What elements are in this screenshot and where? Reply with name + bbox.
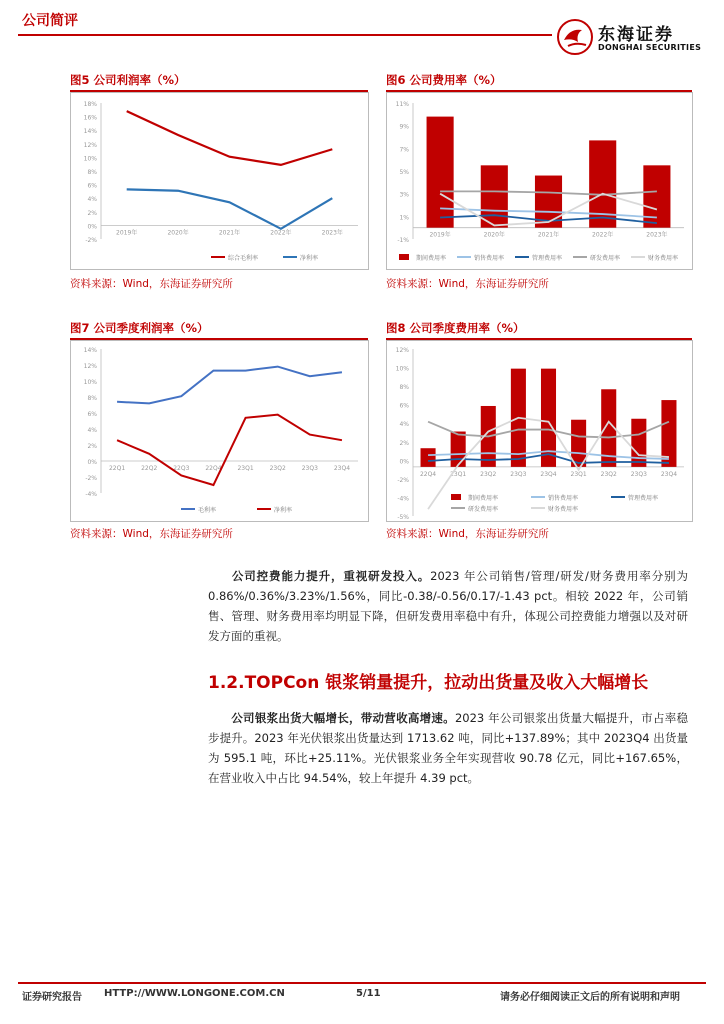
paragraph-shipments-lead: 公司银浆出货大幅增长，带动营收高增速。: [231, 711, 455, 725]
fig8-title: 图8 公司季度费用率（%）: [386, 321, 525, 335]
y-tick-label: 14%: [83, 128, 97, 136]
x-tick-label: 2022年: [592, 231, 614, 239]
legend-label: 期间费用率: [468, 495, 499, 502]
fig7-chart-box: [70, 340, 369, 522]
legend-label: 销售费用率: [548, 495, 579, 502]
legend-label: 研发费用率: [590, 255, 621, 262]
series-line: [117, 367, 342, 404]
legend-label: 管理费用率: [628, 495, 659, 502]
y-tick-label: -2%: [397, 476, 409, 484]
fig6-source: 资料来源：Wind，东海证券研究所: [386, 278, 549, 290]
fig6-chart-box: [386, 92, 693, 270]
y-tick-label: -4%: [85, 491, 97, 498]
x-tick-label: 22Q4: [205, 465, 222, 472]
x-tick-label: 2023年: [646, 231, 668, 239]
fig5-source: 资料来源：Wind，东海证券研究所: [70, 278, 233, 290]
bar: [421, 448, 436, 467]
series-line: [127, 189, 333, 228]
y-tick-label: 2%: [399, 439, 409, 447]
x-tick-label: 2019年: [429, 231, 451, 239]
fig6-title: 图6 公司费用率（%）: [386, 73, 502, 87]
y-tick-label: 1%: [399, 214, 409, 222]
legend-label: 研发费用率: [468, 506, 499, 513]
y-tick-label: 14%: [83, 347, 97, 354]
x-tick-label: 23Q1: [450, 470, 467, 478]
bar: [427, 117, 454, 228]
x-tick-label: 2023年: [321, 229, 343, 237]
x-tick-label: 23Q2: [480, 470, 497, 478]
x-tick-label: 23Q3: [510, 470, 527, 478]
x-tick-label: 23Q3: [301, 465, 318, 472]
legend-label: 毛利率: [198, 507, 217, 514]
x-tick-label: 23Q1: [237, 465, 254, 472]
y-tick-label: 12%: [83, 141, 97, 149]
y-tick-label: 8%: [399, 384, 409, 392]
x-tick-label: 22Q4: [419, 470, 437, 478]
legend-label: 综合毛利率: [228, 255, 259, 262]
fig7-title: 图7 公司季度利润率（%）: [70, 321, 209, 335]
footer-disclaimer: 请务必仔细阅读正文后的所有说明和声明: [500, 992, 680, 1003]
y-tick-label: 3%: [399, 191, 409, 199]
legend-swatch: [451, 494, 461, 500]
y-tick-label: 4%: [87, 427, 97, 434]
paragraph-expense-lead: 公司控费能力提升，重视研发投入。: [231, 569, 431, 583]
fig8-source: 资料来源：Wind，东海证券研究所: [386, 528, 549, 540]
legend-swatch: [399, 254, 409, 260]
x-tick-label: 23Q2: [600, 470, 617, 478]
fig5-title: 图5 公司利润率（%）: [70, 73, 186, 87]
y-tick-label: 6%: [399, 402, 409, 410]
fig7-source: 资料来源：Wind，东海证券研究所: [70, 528, 233, 540]
x-tick-label: 23Q2: [269, 465, 286, 472]
y-tick-label: 18%: [83, 101, 97, 108]
y-tick-label: -2%: [85, 475, 97, 482]
y-tick-label: 0%: [87, 223, 97, 231]
fig6-chart: [387, 93, 692, 269]
series-line: [117, 415, 342, 485]
x-tick-label: 2021年: [218, 229, 241, 237]
y-tick-label: -2%: [85, 237, 97, 244]
legend-label: 净利率: [274, 507, 293, 514]
paragraph-shipments-body: 2023 年公司银浆出货量大幅提升，市占率稳步提升。2023 年光伏银浆出货量达到 1713.62 吨，同比+137.89%；其中 2023Q4 出货量为 595.1 吨，环比+25.11%。光伏银浆业务全年实现营收 90.78 亿元，同比+167.65%，在营业收入中占比 94.54%，较上年提升 4.39 pct。: [208, 711, 689, 785]
legend-label: 管理费用率: [532, 255, 563, 262]
y-tick-label: 6%: [87, 411, 97, 418]
x-tick-label: 22Q1: [108, 465, 126, 472]
x-tick-label: 22Q2: [141, 465, 158, 472]
footer-url[interactable]: HTTP://WWW.LONGONE.COM.CN: [104, 988, 285, 999]
y-tick-label: -4%: [397, 495, 409, 503]
logo-icon: [556, 18, 594, 56]
y-tick-label: 8%: [87, 395, 97, 402]
fig8-chart-box: [386, 340, 693, 522]
y-tick-label: 11%: [395, 101, 409, 108]
bar: [631, 419, 646, 467]
paragraph-expense: [208, 566, 688, 646]
fig5-chart-box: [70, 92, 369, 270]
legend-label: 财务费用率: [548, 506, 579, 513]
y-tick-label: 5%: [399, 169, 409, 176]
y-tick-label: 2%: [87, 443, 97, 450]
x-tick-label: 23Q4: [540, 470, 557, 478]
x-tick-label: 2021年: [537, 231, 560, 239]
fig5-chart: [71, 93, 368, 269]
bar: [643, 165, 670, 227]
legend-label: 财务费用率: [648, 255, 679, 262]
x-tick-label: 22Q3: [173, 465, 190, 472]
legend-label: 净利率: [300, 255, 319, 262]
y-tick-label: 10%: [83, 379, 97, 386]
x-tick-label: 2020年: [483, 231, 505, 239]
legend-label: 销售费用率: [474, 255, 505, 262]
footer-rule: [18, 982, 706, 984]
fig7-chart: [71, 341, 368, 521]
y-tick-label: 7%: [399, 146, 409, 154]
y-tick-label: -1%: [397, 237, 409, 244]
header-rule: [18, 34, 552, 36]
y-tick-label: 0%: [399, 458, 409, 466]
fig8-chart: [387, 341, 692, 521]
x-tick-label: 2019年: [116, 229, 138, 237]
x-tick-label: 23Q4: [660, 470, 678, 478]
x-tick-label: 2022年: [270, 229, 292, 237]
y-tick-label: 10%: [83, 155, 97, 163]
y-tick-label: 2%: [87, 209, 97, 217]
y-tick-label: 12%: [395, 347, 409, 354]
section-title: 1.2.TOPCon 银浆销量提升，拉动出货量及收入大幅增长: [208, 673, 649, 693]
x-tick-label: 23Q4: [333, 465, 351, 472]
y-tick-label: 0%: [87, 459, 97, 466]
y-tick-label: 4%: [399, 421, 409, 429]
bar: [451, 432, 466, 467]
y-tick-label: 9%: [399, 123, 409, 131]
y-tick-label: -5%: [397, 514, 409, 521]
header-title: 公司简评: [22, 13, 78, 29]
paragraph-expense-body: 2023 年公司销售/管理/研发/财务费用率分别为 0.86%/0.36%/3.23%/1.56%，同比-0.38/-0.56/0.17/-1.43 pct。相较 2022 年，公司销售、管理、财务费用率均明显下降，但研发费用率稳中有升，体现公司控费能力增强以及对研发方面的重视。: [208, 569, 688, 643]
y-tick-label: 10%: [395, 365, 409, 373]
legend-label: 期间费用率: [416, 255, 447, 262]
y-tick-label: 16%: [83, 114, 97, 122]
logo-en: DONGHAI SECURITIES: [598, 43, 702, 52]
footer-report-type: 证券研究报告: [22, 992, 82, 1003]
logo-cn: 东海证券: [598, 25, 674, 45]
y-tick-label: 8%: [87, 169, 97, 176]
series-line: [127, 111, 333, 165]
x-tick-label: 2020年: [167, 229, 189, 237]
y-tick-label: 6%: [87, 182, 97, 190]
x-tick-label: 23Q3: [630, 470, 647, 478]
y-tick-label: 4%: [87, 196, 97, 204]
y-tick-label: 12%: [83, 363, 97, 370]
bar: [481, 165, 508, 227]
paragraph-shipments: [208, 708, 688, 788]
footer-page-number: 5/11: [356, 988, 381, 999]
x-tick-label: 23Q1: [570, 470, 587, 478]
